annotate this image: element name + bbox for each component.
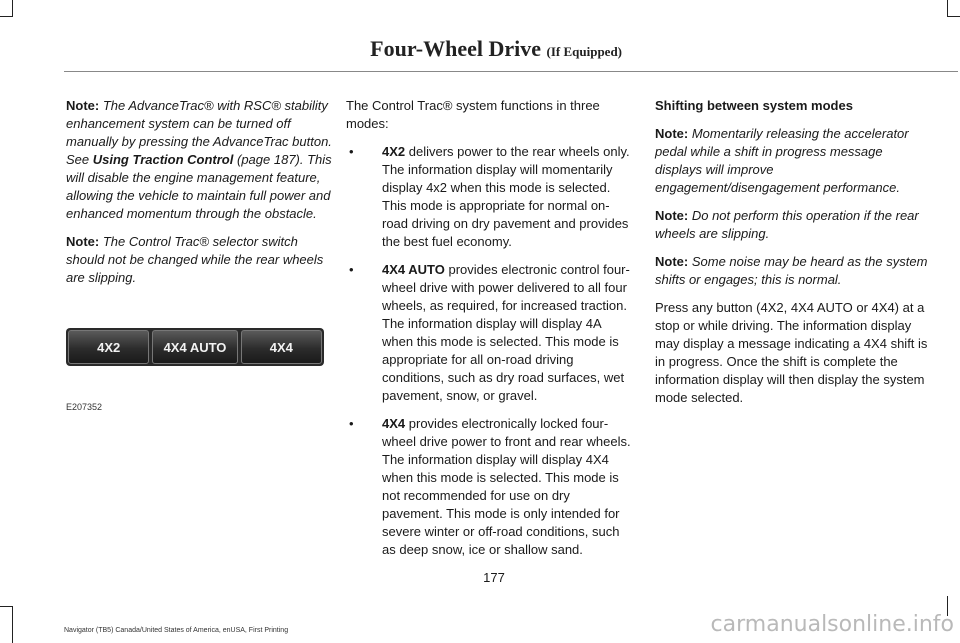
mode-description: provides electronically locked four-wheel drive power to front and rear wheels. The information display will display 4X4 when this mode is selected. This mode is not recommended for use on dry pavement. This mode is only intended for severe winter or off-road conditions, such as deep snow, ice or shallow sand.	[382, 416, 631, 557]
mode-name: 4X4 AUTO	[382, 262, 445, 277]
shift-instructions: Press any button (4X2, 4X4 AUTO or 4X4) at a stop or while driving. The information display may display a message indicating a 4X4 shift is in progress. Once the shift is complete the information display will then display the system mode selected.	[655, 300, 928, 405]
note-text: (page 187). This will disable the engine management feature, allowing the vehicle to maintain full power and enhanced momentum through the obstacle.	[66, 152, 332, 221]
mode-button-4x4-auto: 4X4 AUTO	[152, 330, 237, 364]
column-middle	[346, 97, 632, 569]
crop-mark	[947, 16, 960, 17]
cross-reference-link[interactable]: Using Traction Control	[92, 152, 234, 167]
note-noise	[655, 253, 931, 289]
title-subtitle: (If Equipped)	[546, 44, 622, 59]
note-label: Note:	[66, 234, 100, 249]
footer-text: Navigator (TB5) Canada/United States of America, enUSA, First Printing	[64, 627, 289, 634]
mode-button-4x4: 4X4	[241, 330, 322, 364]
modes-list	[346, 143, 632, 559]
watermark: carmanualsonline.info	[710, 612, 954, 637]
column-right	[655, 97, 931, 417]
note-text: Some noise may be heard as the system shifts or engages; this is normal.	[655, 254, 928, 287]
crop-mark	[0, 606, 13, 607]
note-label: Note:	[655, 126, 689, 141]
page-number: 177	[483, 570, 505, 585]
note-rear-wheels	[655, 207, 931, 243]
bullet: •	[349, 144, 354, 159]
page-title	[370, 36, 622, 62]
title-main: Four-Wheel Drive	[370, 36, 541, 61]
crop-mark	[0, 16, 13, 17]
note-text: Momentarily releasing the accelerator pedal while a shift in progress message displays will improve engagement/disengagement performance.	[655, 126, 909, 195]
crop-mark	[12, 606, 13, 643]
crop-mark	[12, 0, 13, 16]
note-label: Note:	[66, 98, 100, 113]
column-left	[66, 97, 338, 297]
modes-intro: The Control Trac® system functions in three modes:	[346, 98, 600, 131]
bullet: •	[349, 262, 354, 277]
mode-description: provides electronic control four-wheel drive with power delivered to all four wheels, as required, for increased traction. The information display will display 4A when this mode is selected. This mode is appropriate for all on-road driving conditions, such as dry road surfaces, wet pavement, snow, or gravel.	[382, 262, 630, 403]
note-advancetrac	[66, 97, 338, 223]
note-label: Note:	[655, 208, 689, 223]
note-text: The AdvanceTrac® with RSC® stability enhancement system can be turned off manually by pressing the AdvanceTrac button. See	[66, 98, 332, 167]
section-heading: Shifting between system modes	[655, 98, 853, 113]
mode-name: 4X4	[382, 416, 406, 431]
bullet: •	[349, 416, 354, 431]
mode-button-4x2: 4X2	[68, 330, 149, 364]
note-text: Do not perform this operation if the rear wheels are slipping.	[655, 208, 919, 241]
note-label: Note:	[655, 254, 689, 269]
note-selector-switch	[66, 233, 338, 287]
mode-name: 4X2	[382, 144, 406, 159]
crop-mark	[947, 0, 948, 16]
note-accelerator	[655, 125, 931, 197]
figure-id: E207352	[66, 402, 103, 412]
header-divider	[64, 71, 958, 72]
list-item	[346, 415, 632, 559]
list-item	[346, 261, 632, 405]
list-item	[346, 143, 632, 251]
note-text: The Control Trac® selector switch should not be changed while the rear wheels are slipping.	[66, 234, 324, 285]
mode-description: delivers power to the rear wheels only. The information display will momentarily display 4x2 when this mode is selected. This mode is appropriate for normal on-road driving on dry pavement and provides the best fuel economy.	[382, 144, 630, 249]
drive-mode-switch-illustration	[66, 328, 324, 366]
